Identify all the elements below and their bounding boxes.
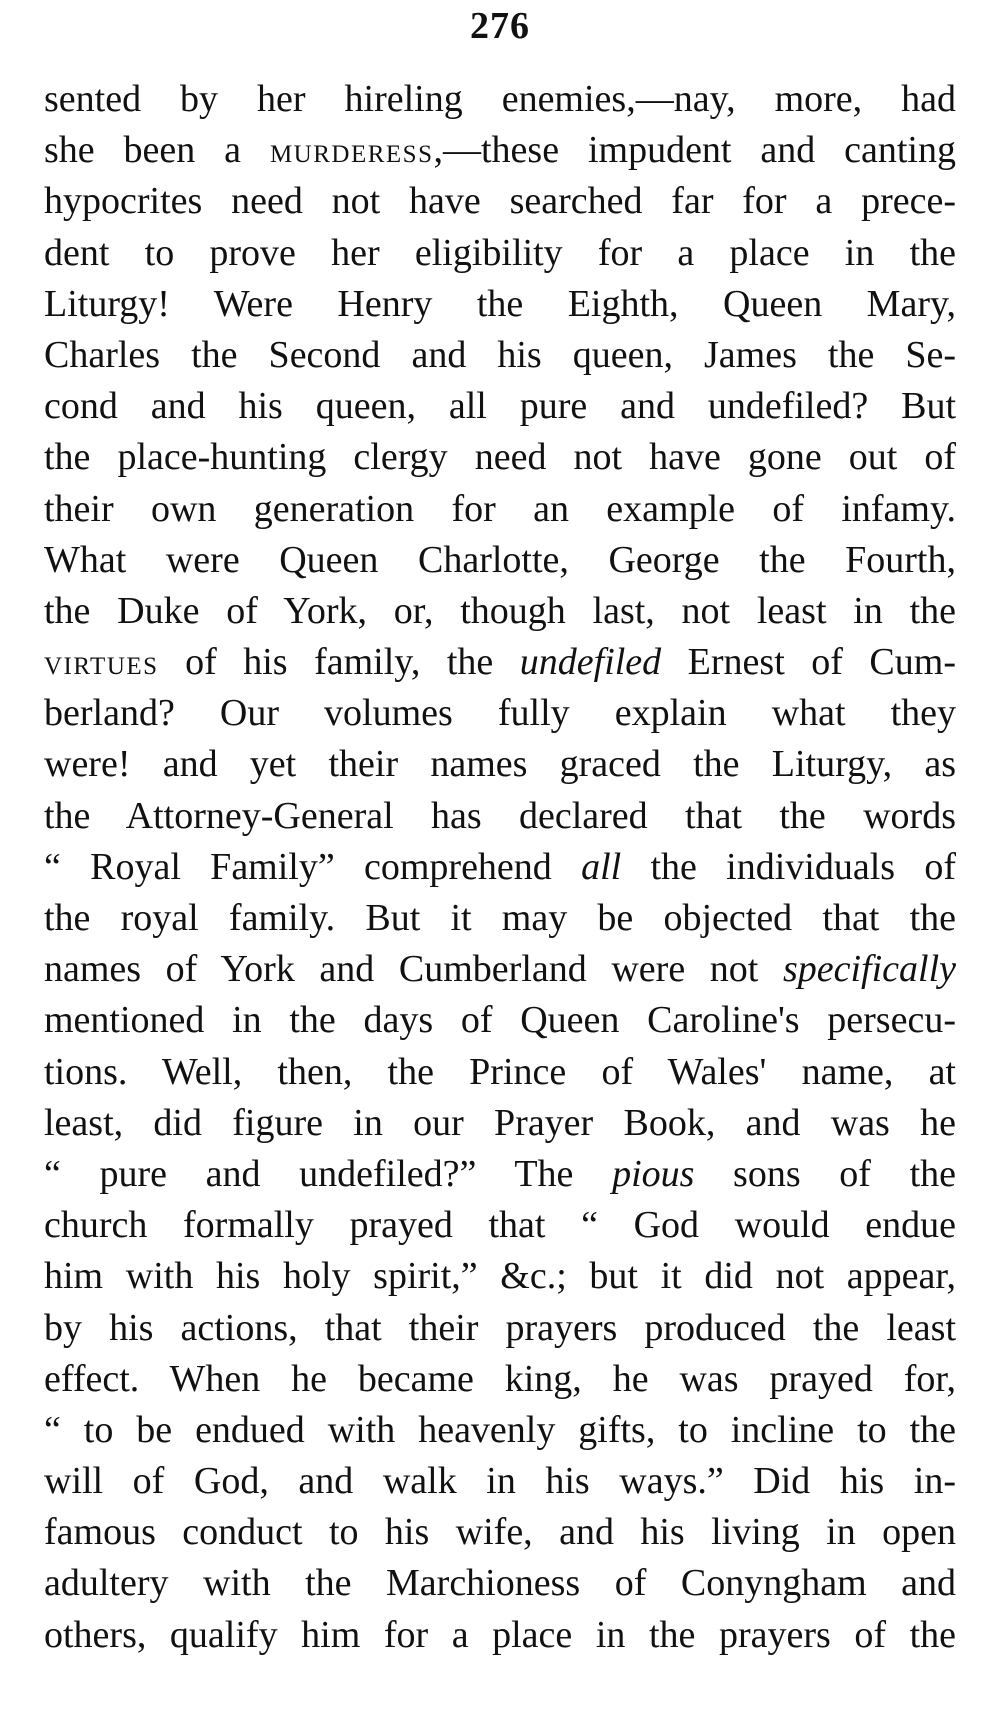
text-run: the individuals of <box>621 845 956 888</box>
text-line <box>44 1405 956 1456</box>
italic-text: pious <box>612 1152 695 1195</box>
text-run: others, qualify him for a place in the prayers of the <box>44 1613 956 1656</box>
text-run: least, did figure in our Prayer Book, and was he <box>44 1101 956 1144</box>
text-run: Liturgy! Were Henry the Eighth, Queen Mary, <box>44 282 956 325</box>
text-run: of his family, the <box>158 641 520 684</box>
text-line <box>44 995 956 1046</box>
text-line <box>44 1354 956 1405</box>
text-run: mentioned in the days of Queen Caroline's persecu- <box>44 999 956 1042</box>
text-line <box>44 1047 956 1098</box>
text-line <box>44 1507 956 1558</box>
text-line <box>44 535 956 586</box>
text-run: sented by her hireling enemies,—nay, more, had <box>44 78 956 120</box>
italic-text: all <box>581 845 622 888</box>
text-line <box>44 125 956 176</box>
text-line <box>44 586 956 637</box>
text-run: the Attorney-General has declared that the words <box>44 794 956 837</box>
text-line <box>44 1610 956 1661</box>
small-caps-text: virtues <box>44 642 159 683</box>
text-run: berland? Our volumes fully explain what they <box>44 692 956 735</box>
text-run: “ Royal Family” comprehend <box>44 845 582 888</box>
text-run: What were Queen Charlotte, George the Fourth, <box>44 538 956 581</box>
text-line <box>44 791 956 842</box>
text-line <box>44 637 956 688</box>
text-run: effect. When he became king, he was prayed for, <box>44 1357 956 1400</box>
text-line <box>44 228 956 279</box>
text-run: their own generation for an example of infamy. <box>44 487 956 530</box>
text-line <box>44 1558 956 1609</box>
text-run: the Duke of York, or, though last, not least in the <box>44 589 956 632</box>
text-line <box>44 432 956 483</box>
text-run: cond and his queen, all pure and undefiled? But <box>44 385 956 428</box>
text-line <box>44 842 956 893</box>
text-run: hypocrites need not have searched far for a prece- <box>44 180 956 223</box>
text-line <box>44 330 956 381</box>
text-line <box>44 1456 956 1507</box>
text-line <box>44 739 956 790</box>
text-run: dent to prove her eligibility for a place in the <box>44 231 956 274</box>
text-run: sons of the <box>694 1152 956 1195</box>
page-body-text <box>44 74 956 1661</box>
text-line <box>44 74 956 125</box>
text-run: the royal family. But it may be objected that the <box>44 897 956 939</box>
text-run: “ pure and undefiled?” The <box>44 1152 613 1195</box>
page-number: 276 <box>470 5 530 47</box>
text-run: adultery with the Marchioness of Conyngham and <box>44 1562 956 1605</box>
text-line <box>44 944 956 995</box>
text-run: famous conduct to his wife, and his living in open <box>44 1511 956 1554</box>
text-run: Charles the Second and his queen, James the Se- <box>44 333 956 376</box>
text-run: she been a <box>44 129 270 172</box>
text-line <box>44 1200 956 1251</box>
text-line <box>44 484 956 535</box>
text-run: church formally prayed that “ God would endue <box>44 1204 956 1247</box>
text-run: by his actions, that their prayers produced the least <box>44 1306 956 1349</box>
small-caps-text: murderess <box>269 130 434 171</box>
text-line <box>44 893 956 944</box>
text-run: will of God, and walk in his ways.” Did his in- <box>44 1460 956 1503</box>
text-run: names of York and Cumberland were not <box>44 948 783 991</box>
text-line <box>44 176 956 227</box>
text-run: were! and yet their names graced the Liturgy, as <box>44 743 956 786</box>
text-line <box>44 1303 956 1354</box>
italic-text: undefiled <box>519 641 662 684</box>
text-line <box>44 279 956 330</box>
text-line <box>44 1149 956 1200</box>
text-line <box>44 1098 956 1149</box>
text-line <box>44 688 956 739</box>
text-run: Ernest of Cum- <box>661 641 956 684</box>
text-run: “ to be endued with heavenly gifts, to incline to the <box>44 1408 956 1451</box>
italic-text: specifically <box>782 948 956 991</box>
text-run: tions. Well, then, the Prince of Wales' name, at <box>44 1050 956 1093</box>
text-line <box>44 381 956 432</box>
text-line <box>44 1251 956 1302</box>
text-run: the place-hunting clergy need not have gone out of <box>44 436 956 479</box>
text-run: him with his holy spirit,” &c.; but it did not appear, <box>44 1255 956 1298</box>
text-run: ,—these impudent and canting <box>433 129 956 172</box>
